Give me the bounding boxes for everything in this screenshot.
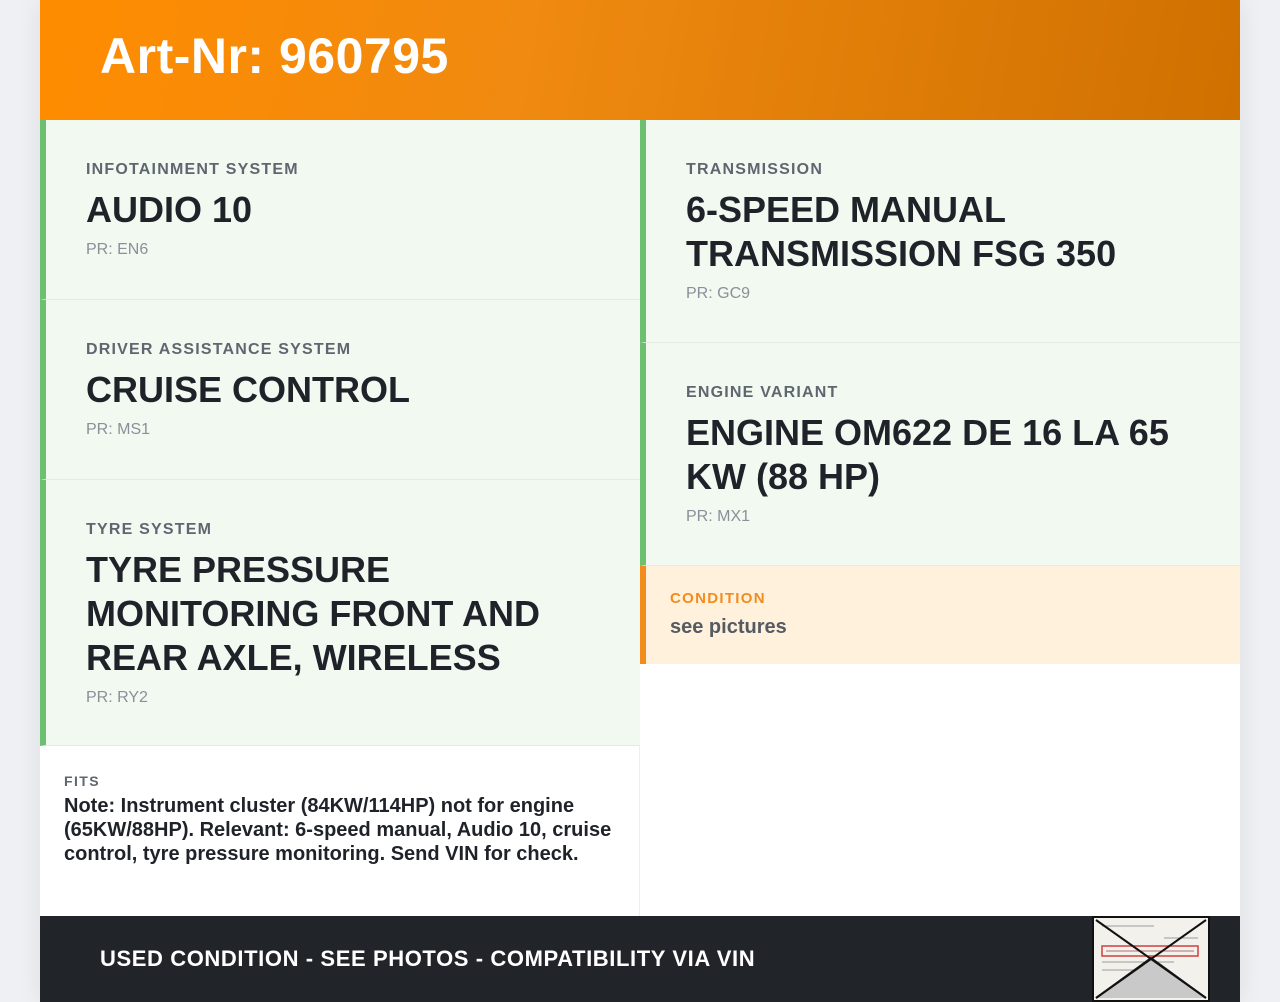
card-value: 6-SPEED MANUAL TRANSMISSION FSG 350 [686, 189, 1117, 274]
card-label: TRANSMISSION [686, 161, 824, 178]
card-value: ENGINE OM622 DE 16 LA 65 KW (88 HP) [686, 412, 1169, 497]
card-label: TYRE SYSTEM [86, 521, 213, 538]
card-driver-assistance [40, 300, 640, 480]
product-sheet [40, 0, 1240, 1002]
article-number-title: Art-Nr: 960795 [100, 28, 449, 84]
card-value: AUDIO 10 [86, 189, 253, 230]
card-value: TYRE PRESSURE MONITORING FRONT AND REAR AXLE, WIRELESS [86, 549, 540, 678]
type-plate-photo-icon[interactable] [1092, 916, 1210, 1002]
card-infotainment [40, 120, 640, 300]
fits-label: FITS [64, 773, 100, 789]
card-label: ENGINE VARIANT [686, 384, 839, 401]
card-value: CRUISE CONTROL [86, 369, 410, 410]
footer-text: USED CONDITION - SEE PHOTOS - COMPATIBILITY VIA VIN [100, 946, 756, 971]
fits-note: Note: Instrument cluster (84KW/114HP) not for engine (65KW/88HP). Relevant: 6-speed manual, Audio 10, cruise control, tyre pressure monitoring. Send VIN for check. [64, 795, 612, 865]
left-column [40, 120, 640, 746]
condition-label: CONDITION [670, 590, 766, 607]
header-banner [40, 0, 1240, 120]
card-code: PR: GC9 [686, 285, 751, 302]
card-code: PR: MX1 [686, 508, 751, 525]
fits-section [40, 746, 640, 916]
condition-value: see pictures [670, 616, 787, 638]
card-engine-variant [640, 343, 1240, 566]
condition-box [640, 566, 1240, 664]
card-code: PR: RY2 [86, 689, 148, 706]
card-label: DRIVER ASSISTANCE SYSTEM [86, 341, 352, 358]
card-label: INFOTAINMENT SYSTEM [86, 161, 299, 178]
card-tyre-system [40, 480, 640, 746]
card-code: PR: EN6 [86, 241, 149, 258]
card-code: PR: MS1 [86, 421, 151, 438]
type-plate-thumbnail-image [1094, 918, 1208, 1000]
footer-bar [40, 916, 1240, 1002]
card-transmission [640, 120, 1240, 343]
right-column [640, 120, 1240, 566]
